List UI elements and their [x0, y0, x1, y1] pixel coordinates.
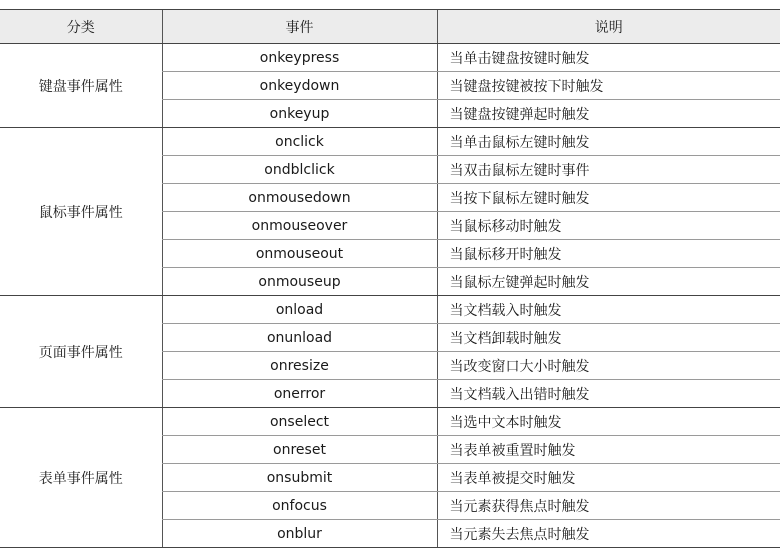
description-cell: 当键盘按键被按下时触发: [437, 72, 780, 100]
description-cell: 当文档卸载时触发: [437, 324, 780, 352]
event-name-cell: onblur: [162, 520, 437, 548]
table-row: [0, 296, 780, 324]
description-cell: 当鼠标移开时触发: [437, 240, 780, 268]
category-cell: 页面事件属性: [0, 296, 162, 408]
table-header: [0, 10, 780, 44]
description-cell: 当单击键盘按键时触发: [437, 44, 780, 72]
event-name-cell: onmousedown: [162, 184, 437, 212]
category-cell: 键盘事件属性: [0, 44, 162, 128]
category-cell: 鼠标事件属性: [0, 128, 162, 296]
event-name-cell: onload: [162, 296, 437, 324]
description-cell: 当单击鼠标左键时触发: [437, 128, 780, 156]
table-body: [0, 44, 780, 548]
description-cell: 当元素失去焦点时触发: [437, 520, 780, 548]
table-row: [0, 128, 780, 156]
event-name-cell: onreset: [162, 436, 437, 464]
event-attribute-table: [0, 9, 780, 548]
header-category: 分类: [0, 10, 162, 44]
description-cell: 当键盘按键弹起时触发: [437, 100, 780, 128]
description-cell: 当按下鼠标左键时触发: [437, 184, 780, 212]
event-name-cell: onkeyup: [162, 100, 437, 128]
event-name-cell: onunload: [162, 324, 437, 352]
description-cell: 当双击鼠标左键时事件: [437, 156, 780, 184]
description-cell: 当文档载入出错时触发: [437, 380, 780, 408]
event-name-cell: onselect: [162, 408, 437, 436]
description-cell: 当表单被提交时触发: [437, 464, 780, 492]
event-name-cell: onsubmit: [162, 464, 437, 492]
description-cell: 当表单被重置时触发: [437, 436, 780, 464]
event-name-cell: onclick: [162, 128, 437, 156]
description-cell: 当鼠标移动时触发: [437, 212, 780, 240]
table-row: [0, 44, 780, 72]
event-name-cell: onresize: [162, 352, 437, 380]
description-cell: 当鼠标左键弹起时触发: [437, 268, 780, 296]
description-cell: 当改变窗口大小时触发: [437, 352, 780, 380]
description-cell: 当文档载入时触发: [437, 296, 780, 324]
table-row: [0, 408, 780, 436]
category-cell: 表单事件属性: [0, 408, 162, 548]
event-name-cell: onfocus: [162, 492, 437, 520]
event-name-cell: onkeydown: [162, 72, 437, 100]
description-cell: 当元素获得焦点时触发: [437, 492, 780, 520]
description-cell: 当选中文本时触发: [437, 408, 780, 436]
event-name-cell: onerror: [162, 380, 437, 408]
event-name-cell: onkeypress: [162, 44, 437, 72]
event-name-cell: onmouseover: [162, 212, 437, 240]
event-name-cell: ondblclick: [162, 156, 437, 184]
event-name-cell: onmouseup: [162, 268, 437, 296]
header-description: 说明: [437, 10, 780, 44]
header-event: 事件: [162, 10, 437, 44]
header-row: [0, 10, 780, 44]
event-name-cell: onmouseout: [162, 240, 437, 268]
